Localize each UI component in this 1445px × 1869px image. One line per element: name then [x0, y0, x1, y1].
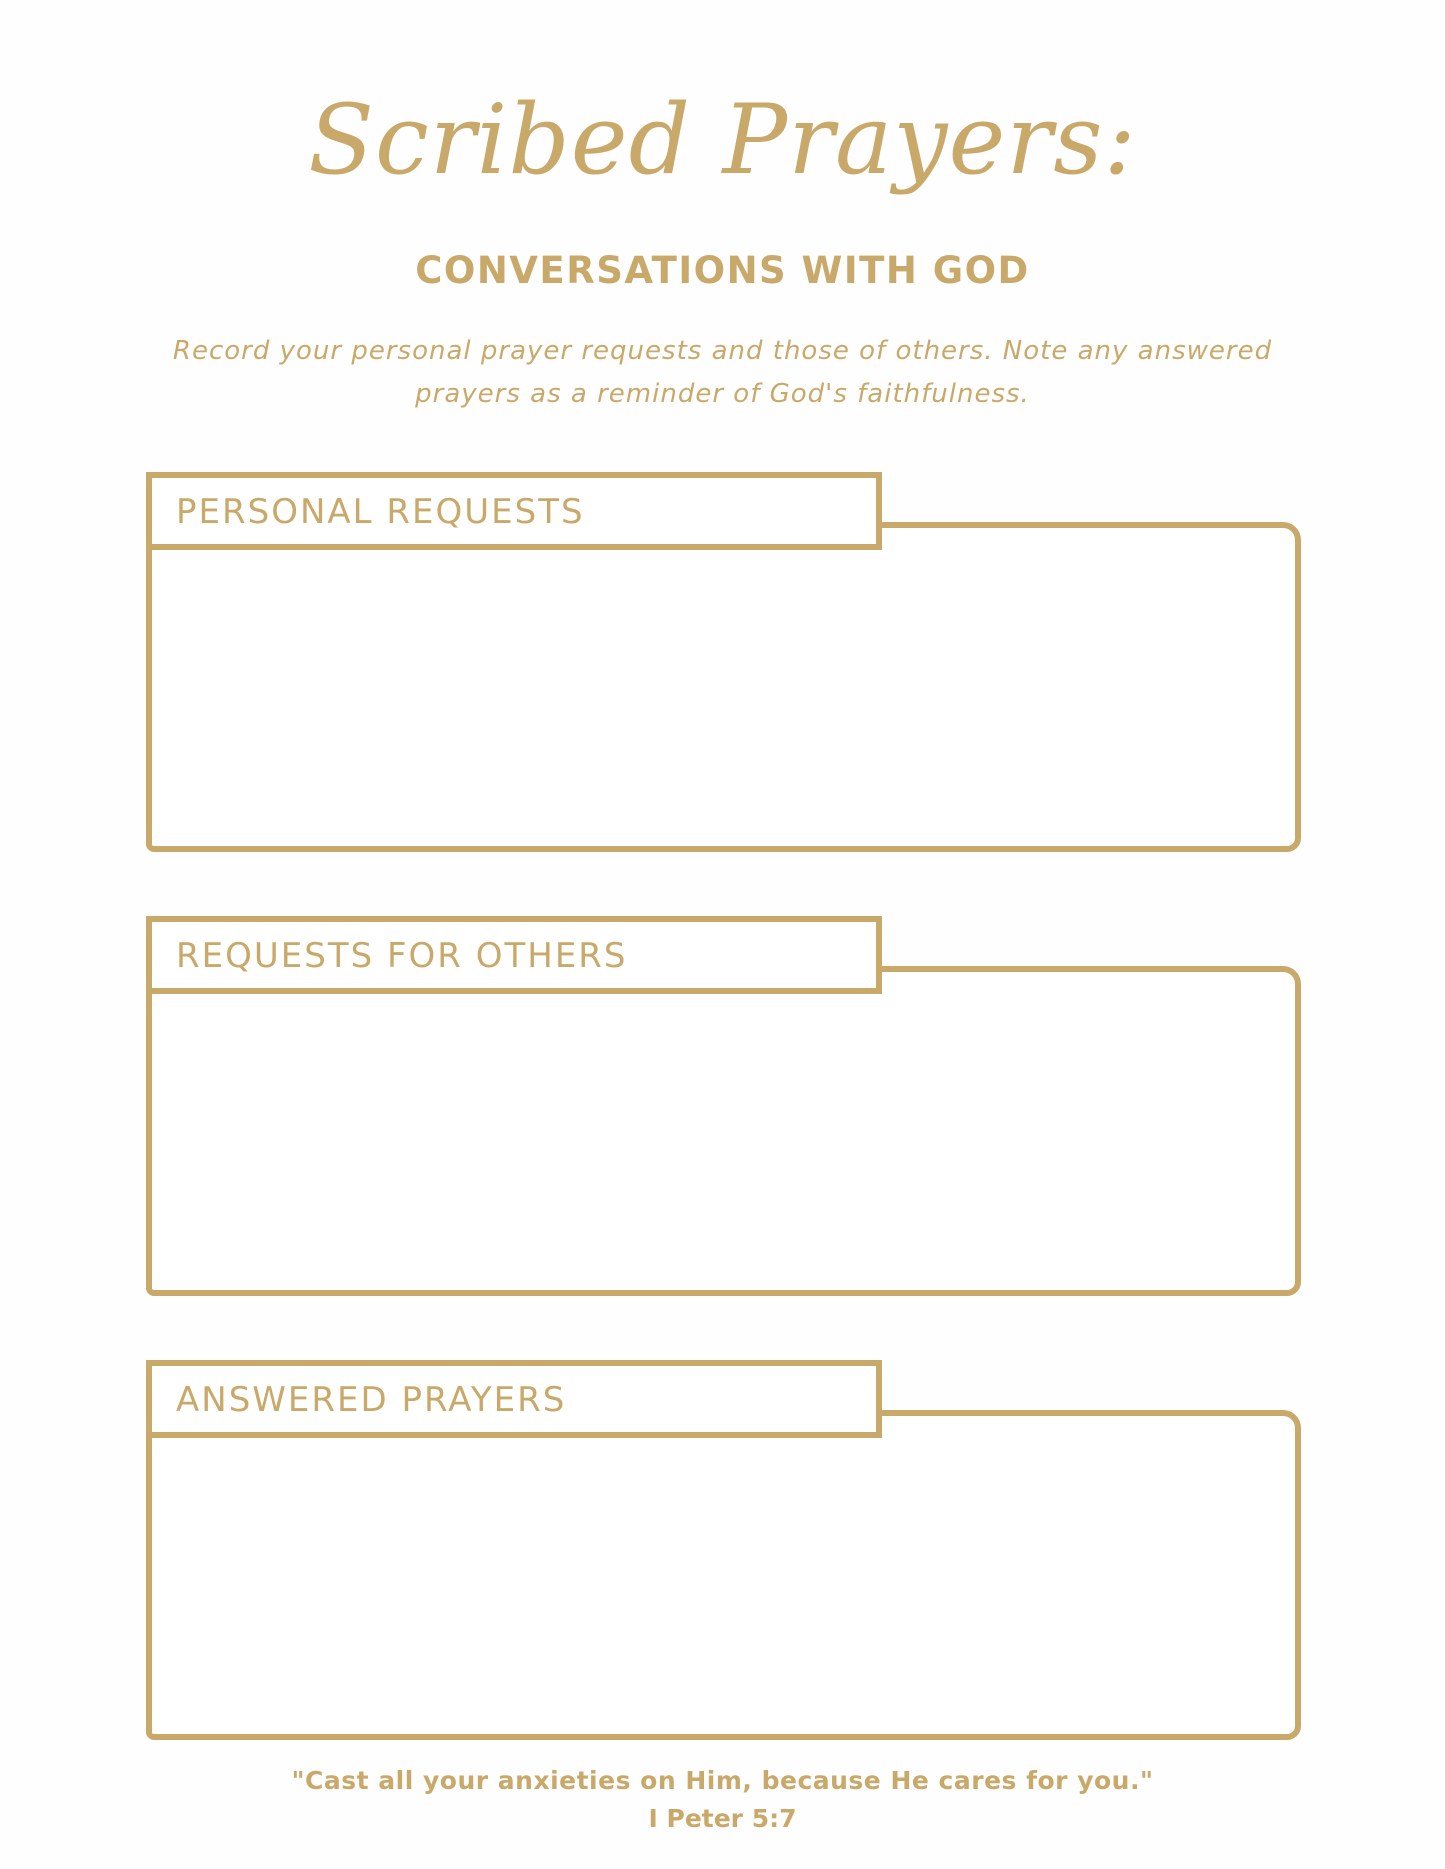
- section-label: PERSONAL REQUESTS: [176, 492, 585, 532]
- page-subtitle: CONVERSATIONS WITH GOD: [415, 249, 1030, 292]
- section-label: ANSWERED PRAYERS: [176, 1380, 567, 1420]
- section-label: REQUESTS FOR OTHERS: [176, 936, 628, 976]
- answered-prayers-writing-area[interactable]: [146, 1410, 1301, 1740]
- scripture-quote: "Cast all your anxieties on Him, because He cares for you.": [291, 1766, 1154, 1795]
- requests-for-others-writing-area[interactable]: [146, 966, 1301, 1296]
- personal-requests-section: [146, 472, 1301, 852]
- intro-text: Record your personal prayer requests and those of others. Note any answered prayers as a reminder of God's faithfulness.: [172, 336, 1273, 409]
- requests-for-others-tab: [146, 916, 882, 994]
- answered-prayers-section: [146, 1360, 1301, 1740]
- requests-for-others-section: [146, 916, 1301, 1296]
- page-title: Scribed Prayers:: [308, 84, 1137, 196]
- scripture-reference: I Peter 5:7: [648, 1804, 797, 1833]
- personal-requests-writing-area[interactable]: [146, 522, 1301, 852]
- answered-prayers-tab: [146, 1360, 882, 1438]
- personal-requests-tab: [146, 472, 882, 550]
